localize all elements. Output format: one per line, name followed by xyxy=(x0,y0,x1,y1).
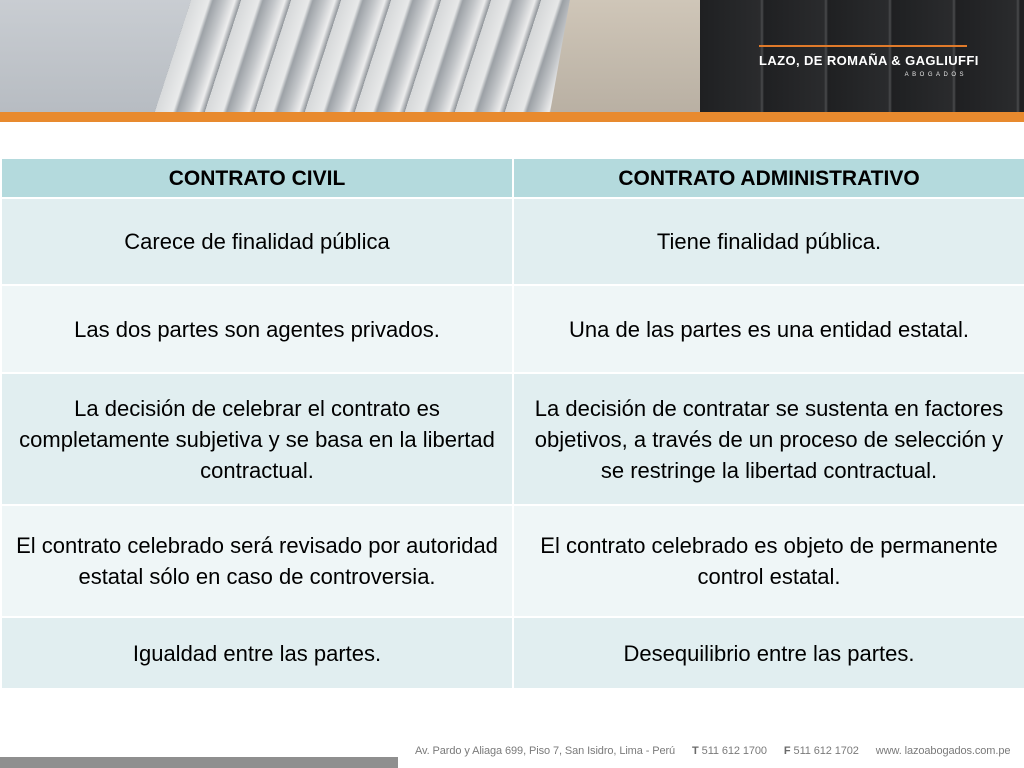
footer-website-link[interactable]: www. lazoabogados.com.pe xyxy=(875,745,1011,757)
fax-label: F xyxy=(783,745,791,757)
table-row xyxy=(1,198,1024,285)
header-banner xyxy=(0,0,1024,112)
table-row xyxy=(1,285,1024,373)
brand-rule xyxy=(759,45,967,47)
phone-label: T xyxy=(692,745,699,757)
table-row xyxy=(1,505,1024,617)
table-cell-civil: Carece de finalidad pública xyxy=(1,198,513,285)
comparison-table xyxy=(0,157,1024,690)
column-header-civil: CONTRATO CIVIL xyxy=(1,158,513,198)
table-cell-administrativo: Una de las partes es una entidad estatal. xyxy=(513,285,1024,373)
footer-contact xyxy=(415,745,1015,757)
table-cell-civil: Las dos partes son agentes privados. xyxy=(1,285,513,373)
footer-fax: 511 612 1702 xyxy=(793,745,859,757)
table-cell-administrativo: Desequilibrio entre las partes. xyxy=(513,617,1024,689)
footer-phone: 511 612 1700 xyxy=(701,745,767,757)
table-cell-administrativo: Tiene finalidad pública. xyxy=(513,198,1024,285)
table-cell-civil: La decisión de celebrar el contrato es completamente subjetiva y se basa en la libertad contractual. xyxy=(1,373,513,505)
brand-subtitle: ABOGADOS xyxy=(904,72,967,78)
column-header-administrativo: CONTRATO ADMINISTRATIVO xyxy=(513,158,1024,198)
brand-logo xyxy=(759,45,979,78)
footer-bar xyxy=(0,757,398,768)
table-cell-administrativo: La decisión de contratar se sustenta en factores objetivos, a través de un proceso de selección y se restringe la libertad contractual. xyxy=(513,373,1024,505)
header-accent-band xyxy=(0,112,1024,122)
table-cell-administrativo: El contrato celebrado es objeto de permanente control estatal. xyxy=(513,505,1024,617)
table-cell-civil: Igualdad entre las partes. xyxy=(1,617,513,689)
footer-address: Av. Pardo y Aliaga 699, Piso 7, San Isidro, Lima - Perú xyxy=(415,745,676,757)
table-header-row xyxy=(1,158,1024,198)
table-row xyxy=(1,617,1024,689)
footer-fax-group xyxy=(784,745,859,757)
table-row xyxy=(1,373,1024,505)
table-cell-civil: El contrato celebrado será revisado por autoridad estatal sólo en caso de controversia. xyxy=(1,505,513,617)
footer-phone-group xyxy=(692,745,767,757)
brand-name: LAZO, DE ROMAÑA & GAGLIUFFI xyxy=(759,53,979,68)
